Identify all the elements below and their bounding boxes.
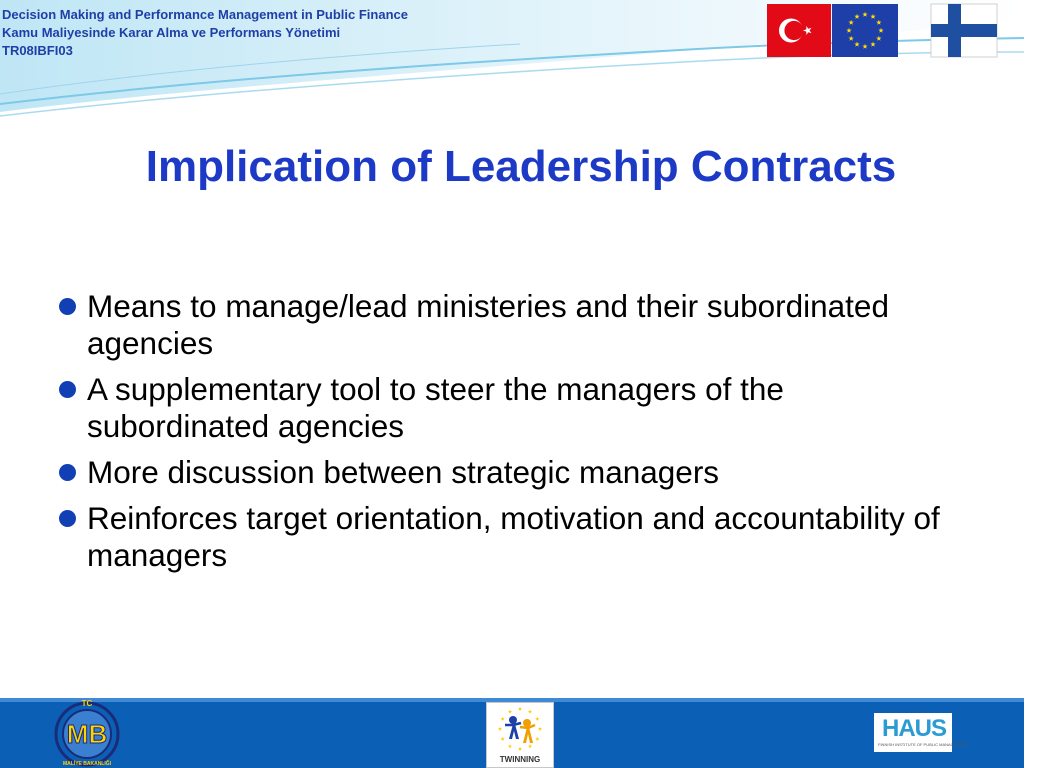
bullet-dot-icon [59,298,76,315]
twinning-figures-icon [487,703,553,753]
haus-logo-subtitle: FINNISH INSTITUTE OF PUBLIC MANAGEMENT [878,742,968,747]
twinning-logo [486,702,554,768]
mb-logo-top-text: TC [81,699,93,708]
bullet-text: A supplementary tool to steer the managers of the subordinated agencies [87,371,784,444]
twinning-star-icon [528,744,532,748]
bullet-text: Means to manage/lead ministeries and their subordinated agencies [87,288,889,361]
twinning-star-icon [501,737,505,741]
finland-flag-icon [931,4,997,57]
turkey-flag-icon [767,4,831,57]
bullet-text: More discussion between strategic managers [87,454,720,490]
haus-logo [874,713,968,752]
twinning-star-icon [508,709,512,713]
twinning-star-icon [508,744,512,748]
mb-logo-bottom-text: MALİYE BAKANLIĞI [62,761,112,767]
eu-flag-icon [832,4,898,57]
haus-logo-word: HAUS [882,715,947,742]
twinning-star-icon [501,717,505,721]
mb-logo-main-text: MB [66,719,108,749]
twinning-star-icon [535,717,539,721]
twinning-star-icon [538,727,542,731]
bullet-text: Reinforces target orientation, motivation and accountability of managers [87,500,940,573]
slide-title: Implication of Leadership Contracts [145,142,897,191]
bullet-item [58,500,958,574]
twinning-star-icon [518,747,522,751]
bullet-list [58,288,958,583]
bullet-dot-icon [59,464,76,481]
twinning-star-icon [518,707,522,711]
header-project-title-en: Decision Making and Performance Management in Public Finance [2,7,408,22]
bullet-item [58,454,958,491]
bullet-item [58,288,958,362]
twinning-star-icon [528,709,532,713]
twinning-star-icon [498,727,502,731]
header-text-block [2,6,408,60]
bullet-dot-icon [59,381,76,398]
ministry-of-finance-logo [48,698,126,768]
header-project-code: TR08IBFI03 [2,43,73,58]
bullet-item [58,371,958,445]
twinning-label: TWINNING [499,755,541,764]
twinning-star-icon [535,737,539,741]
header-project-title-tr: Kamu Maliyesinde Karar Alma ve Performans Yönetimi [2,25,341,40]
bullet-dot-icon [59,510,76,527]
